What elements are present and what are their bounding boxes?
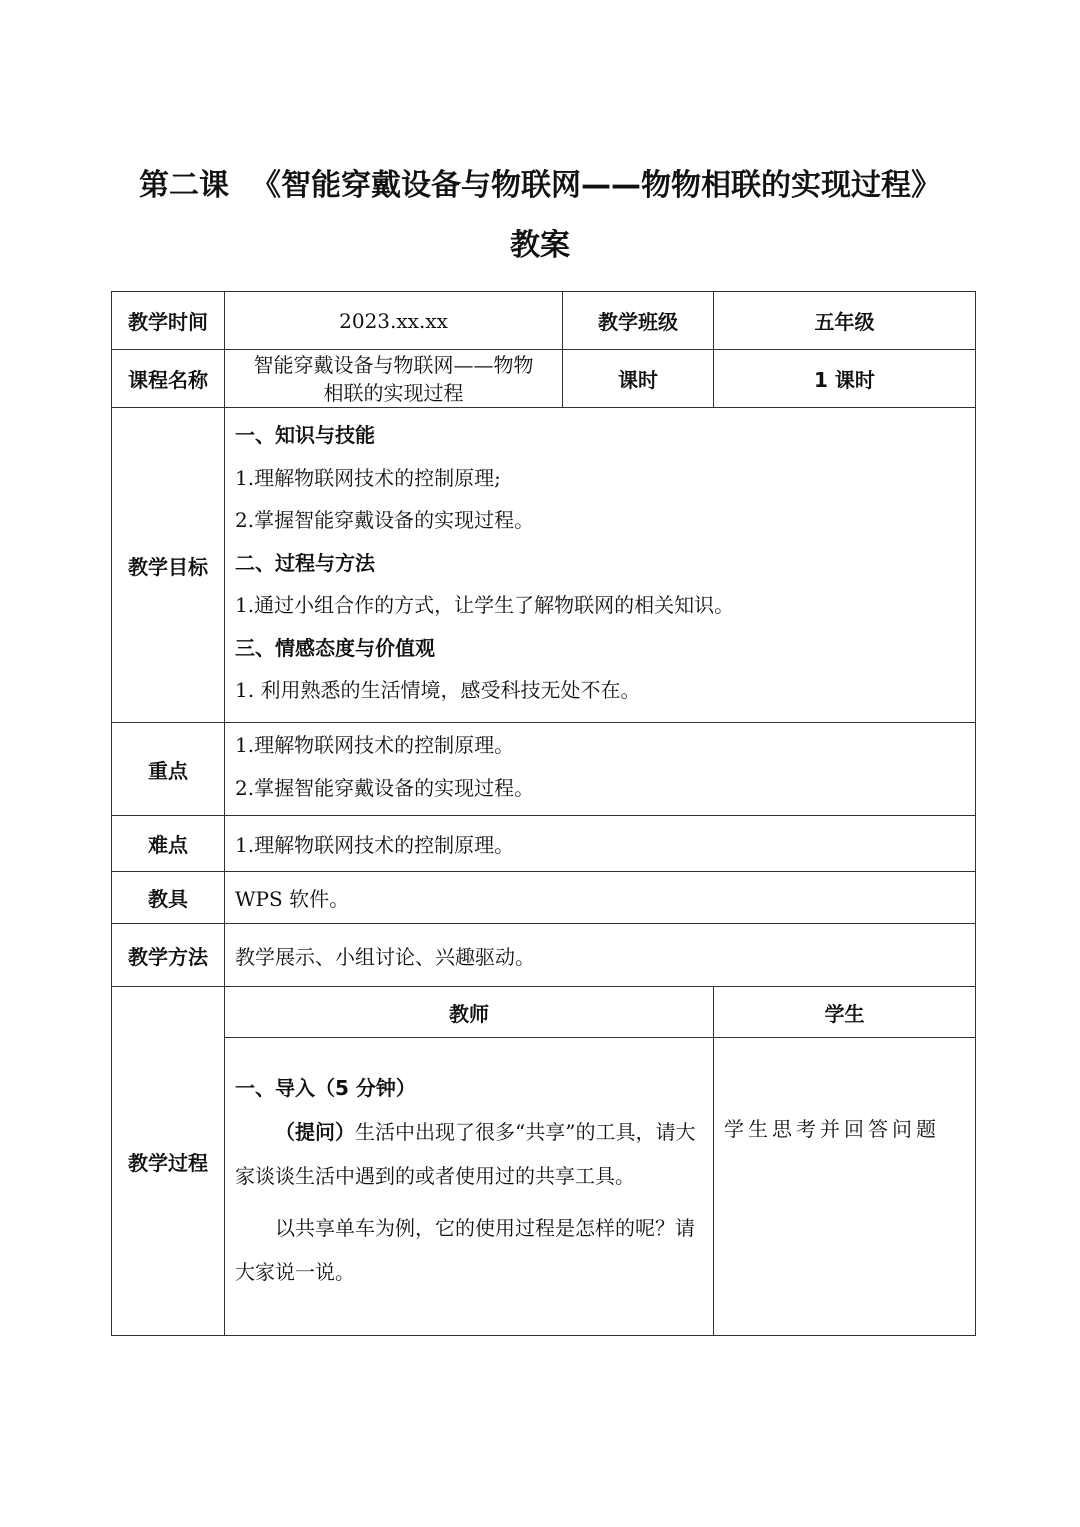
student-activity: 学生思考并回答问题 (714, 1038, 976, 1336)
row-tools (112, 872, 976, 924)
question-text: 生活中出现了很多“共享”的工具，请大家谈谈生活中遇到的或者使用过的共享工具。 (235, 1120, 696, 1188)
course-name-line2: 相联的实现过程 (323, 380, 464, 405)
course-label: 课程名称 (112, 350, 225, 408)
key-point-item: 1.理解物联网技术的控制原理。 (235, 733, 515, 757)
key-points-label: 重点 (112, 723, 225, 816)
row-difficulty (112, 816, 976, 872)
class-value: 五年级 (714, 292, 976, 350)
tools-label: 教具 (112, 872, 225, 924)
goals-item: 1. 利用熟悉的生活情境，感受科技无处不在。 (235, 678, 641, 702)
process-label: 教学过程 (112, 987, 225, 1336)
goals-item: 1.通过小组合作的方式，让学生了解物联网的相关知识。 (235, 593, 735, 617)
student-header (714, 987, 976, 1038)
lesson-number: 第二课 (139, 168, 229, 203)
time-label: 教学时间 (112, 292, 225, 350)
row-goals (112, 408, 976, 723)
method-text: 教学展示、小组讨论、兴趣驱动。 (225, 924, 976, 987)
key-point-item: 2.掌握智能穿戴设备的实现过程。 (235, 775, 535, 800)
row-process-header (112, 987, 976, 1038)
lesson-plan-table (111, 291, 976, 1336)
method-label: 教学方法 (112, 924, 225, 987)
row-method (112, 924, 976, 987)
tools-text: WPS 软件。 (225, 872, 976, 924)
teacher-activity (225, 1038, 714, 1336)
hours-label: 课时 (563, 350, 714, 408)
hours-value: 1 课时 (714, 350, 976, 408)
course-name (225, 350, 563, 408)
key-points-content (225, 723, 976, 816)
student-header-text: 学生 (824, 1001, 865, 1026)
goals-label: 教学目标 (112, 408, 225, 723)
example-paragraph: 以共享单车为例，它的使用过程是怎样的呢？请大家说一说。 (235, 1216, 695, 1284)
document-subtitle: 教案 (510, 228, 570, 263)
row-course-hours (112, 350, 976, 408)
document-title (0, 160, 1080, 204)
goals-heading-knowledge: 一、知识与技能 (235, 423, 375, 447)
teacher-header: 教师 (225, 987, 714, 1038)
row-key-points (112, 723, 976, 816)
class-label: 教学班级 (563, 292, 714, 350)
lesson-name: 《智能穿戴设备与物联网——物物相联的实现过程》 (251, 168, 941, 203)
goals-item: 1.理解物联网技术的控制原理; (235, 465, 501, 490)
question-tag: （提问） (275, 1120, 355, 1144)
course-name-line1: 智能穿戴设备与物联网——物物 (253, 352, 534, 377)
difficulty-label: 难点 (112, 816, 225, 872)
intro-section-title: 一、导入（5 分钟） (235, 1076, 416, 1100)
goals-heading-attitude: 三、情感态度与价值观 (235, 635, 435, 660)
row-process-content (112, 1038, 976, 1336)
row-time-class (112, 292, 976, 350)
goals-item: 2.掌握智能穿戴设备的实现过程。 (235, 508, 535, 532)
time-value: 2023.xx.xx (225, 292, 563, 350)
goals-heading-process: 二、过程与方法 (235, 550, 375, 575)
goals-content (225, 408, 976, 723)
difficulty-text: 1.理解物联网技术的控制原理。 (225, 816, 976, 872)
question-paragraph (235, 1110, 705, 1198)
